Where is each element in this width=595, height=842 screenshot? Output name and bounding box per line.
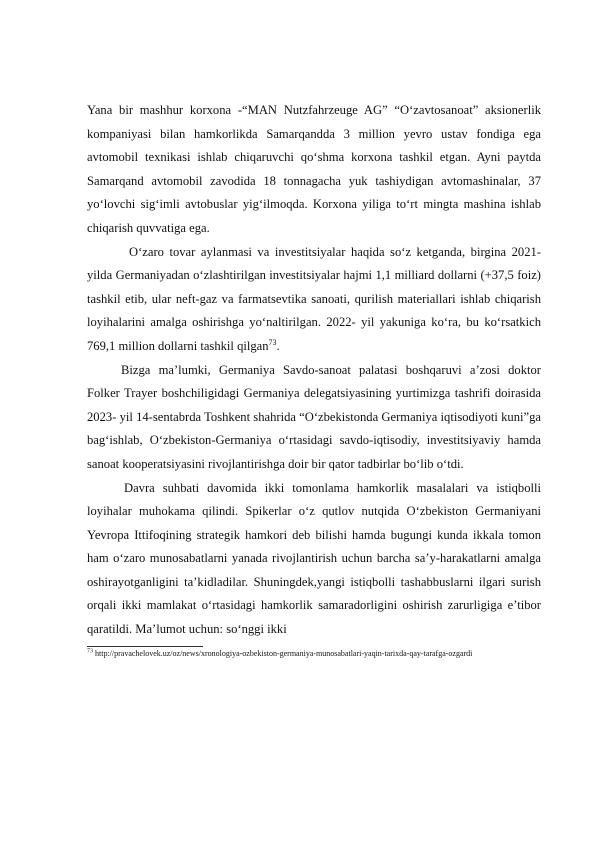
paragraph-man-nutzfahrzeuge: Yana bir mashhur korxona -“MAN Nutzfahrzeuge AG” “O‘zavtosanoat” aksionerlik kompaniyasi bilan hamkorlikda Samarqandda 3 million yevro ustav fondiga ega avtomobil texnikasi ishlab chiqaruvchi qo‘shma korxona tashkil etgan. Ayni paytda Samarqand avtomobil zavodida 18 tonnagacha yuk tashiydigan avtomashinalar, 37 yo‘lovchi sig‘imli avtobuslar yig‘ilmoqda. Korxona yiliga to‘rt mingta mashina ishlab chiqarish quvvatiga ega. (87, 103, 541, 235)
document-page (87, 99, 541, 658)
paragraph-round-table: Davra suhbati davomida ikki tomonlama hamkorlik masalalari va istiqbolli loyihalar muhokama qilindi. Spikerlar o‘z qutlov nutqida O‘zbekiston Germaniyani Yevropa Ittifoqining strategik hamkori deb bilishi hamda bugungi kunda ikkala tomon ham o‘zaro munosabatlarni yanada rivojlantirish uchun barcha sa’y-harakatlarni amalga oshirayotganligini ta’kidladilar. Shuningdek,yangi istiqbolli tashabbuslarni ilgari surish orqali ikki mamlakat o‘rtasidagi hamkorlik samaradorligini oshirish zarurligiga e’tibor qaratildi. Ma’lumot uchun: so‘nggi ikki (87, 480, 541, 637)
paragraph-trade-investment (87, 241, 541, 359)
footnote-73 (87, 649, 541, 659)
footnote-link[interactable]: http://pravachelovek.uz/oz/news/xronologiya-ozbekiston-germaniya-munosabatlari-yaqin-tarixda-qay-tarafga-ozgardi (93, 648, 473, 658)
paragraph-german-delegation: Bizga ma’lumki, Germaniya Savdo-sanoat palatasi boshqaruvi a’zosi doktor Folker Trayer boshchiligidagi Germaniya delegatsiyasining yurtimizga tashrifi doirasida 2023- yil 14-sentabrda Toshkent shahrida “O‘zbekistonda Germaniya iqtisodiyoti kuni”ga bag‘ishlab, O‘zbekiston-Germaniya o‘rtasidagi savdo-iqtisodiy, investitsiyaviy hamda sanoat kooperatsiyasini rivojlantirishga doir bir qator tadbirlar bo‘lib o‘tdi. (87, 362, 541, 471)
footnote-ref-73[interactable]: 73 (268, 337, 277, 347)
paragraph-trade-investment-end: . (276, 338, 280, 353)
footnote-number: 73 (87, 648, 93, 654)
footnote-separator (87, 646, 203, 647)
paragraph-trade-investment-text: O‘zaro tovar aylanmasi va investitsiyalar haqida so‘z ketganda, birgina 2021- yilda Germaniyadan o‘zlashtirilgan investitsiyalar hajmi 1,1 milliard dollarni (+37,5 foiz) tashkil etib, ular neft-gaz va farmatsevtika sanoati, qurilish materiallari ishlab chiqarish loyihalarini amalga oshirishga yo‘naltirilgan. 2022- yil yakuniga ko‘ra, bu ko‘rsatkich 769,1 million dollarni tashkil qilgan (87, 244, 541, 353)
